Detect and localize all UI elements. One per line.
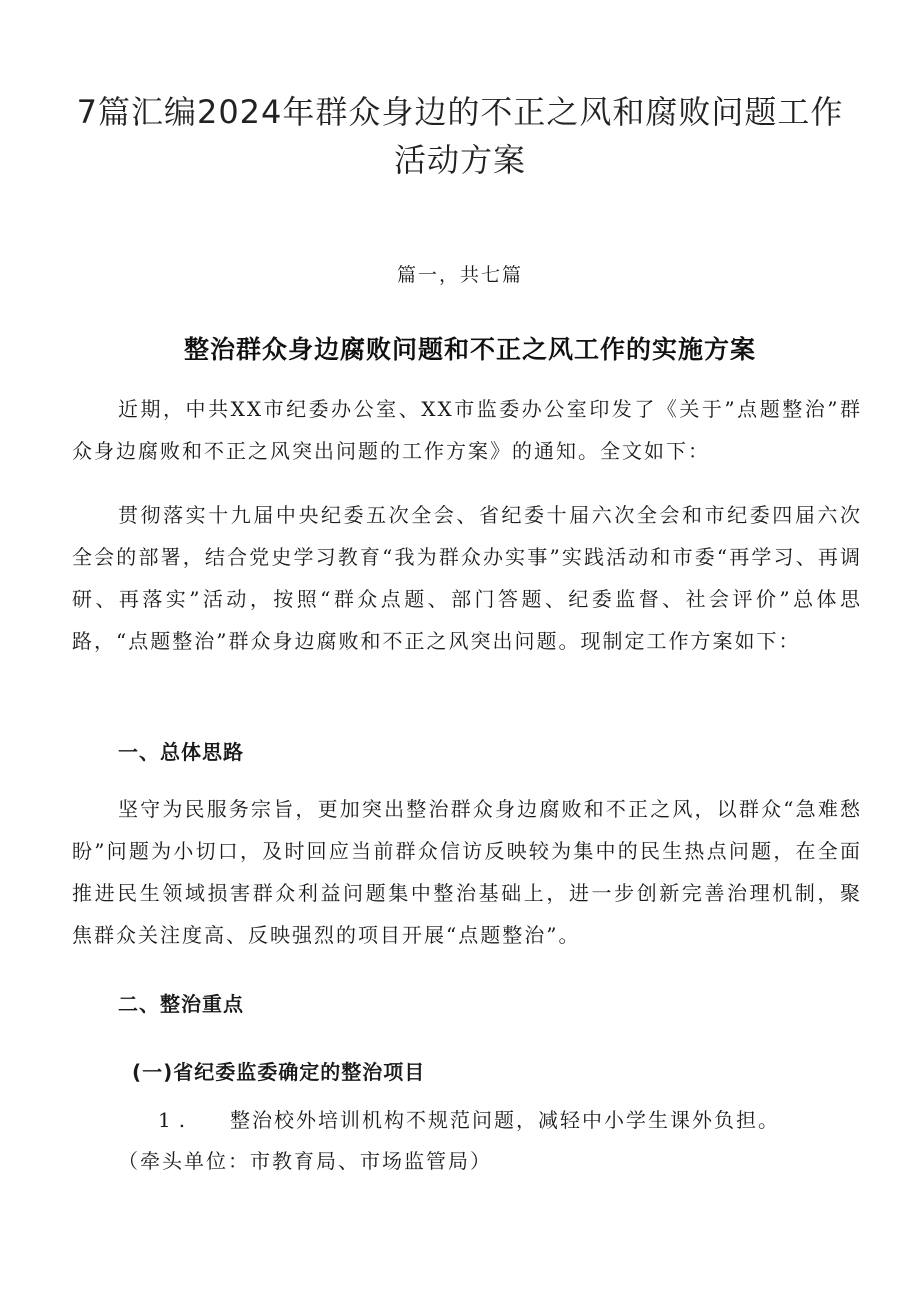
document-title: 7篇汇编2024年群众身边的不正之风和腐败问题工作活动方案	[76, 93, 844, 179]
subheading-provincial-items: (一)省纪委监委确定的整治项目	[132, 1060, 426, 1084]
heading-rectification-focus: 二、整治重点	[118, 992, 244, 1016]
list-item-note: （牵头单位：市教育局、市场监管局）	[118, 1149, 492, 1173]
intro-paragraph: 近期，中共XX市纪委办公室、XX市监委办公室印发了《关于”点题整治”群众身边腐败和不正之风突出问题的工作方案》的通知。全文如下：	[72, 397, 862, 463]
list-item	[158, 1104, 780, 1133]
background-paragraph: 贯彻落实十九届中央纪委五次全会、省纪委十届六次全会和市纪委四届六次全会的部署，结合党史学习教育“我为群众办实事”实践活动和市委“再学习、再调研、再落实”活动，按照“群众点题、部门答题、纪委监督、社会评价”总体思路，“点题整治”群众身边腐败和不正之风突出问题。现制定工作方案如下：	[72, 503, 862, 653]
heading-overall-approach: 一、总体思路	[118, 740, 244, 764]
series-label: 篇一，共七篇	[396, 264, 523, 286]
list-item-number: 1.	[158, 1108, 194, 1132]
section-title: 整治群众身边腐败问题和不正之风工作的实施方案	[183, 335, 756, 364]
list-item-text: 整治校外培训机构不规范问题，减轻中小学生课外负担。	[230, 1108, 780, 1132]
approach-paragraph: 坚守为民服务宗旨，更加突出整治群众身边腐败和不正之风，以群众“急难愁盼”问题为小切口，及时回应当前群众信访反映较为集中的民生热点问题，在全面推进民生领域损害群众利益问题集中整治基础上，进一步创新完善治理机制，聚焦群众关注度高、反映强烈的项目开展“点题整治”。	[72, 797, 862, 947]
